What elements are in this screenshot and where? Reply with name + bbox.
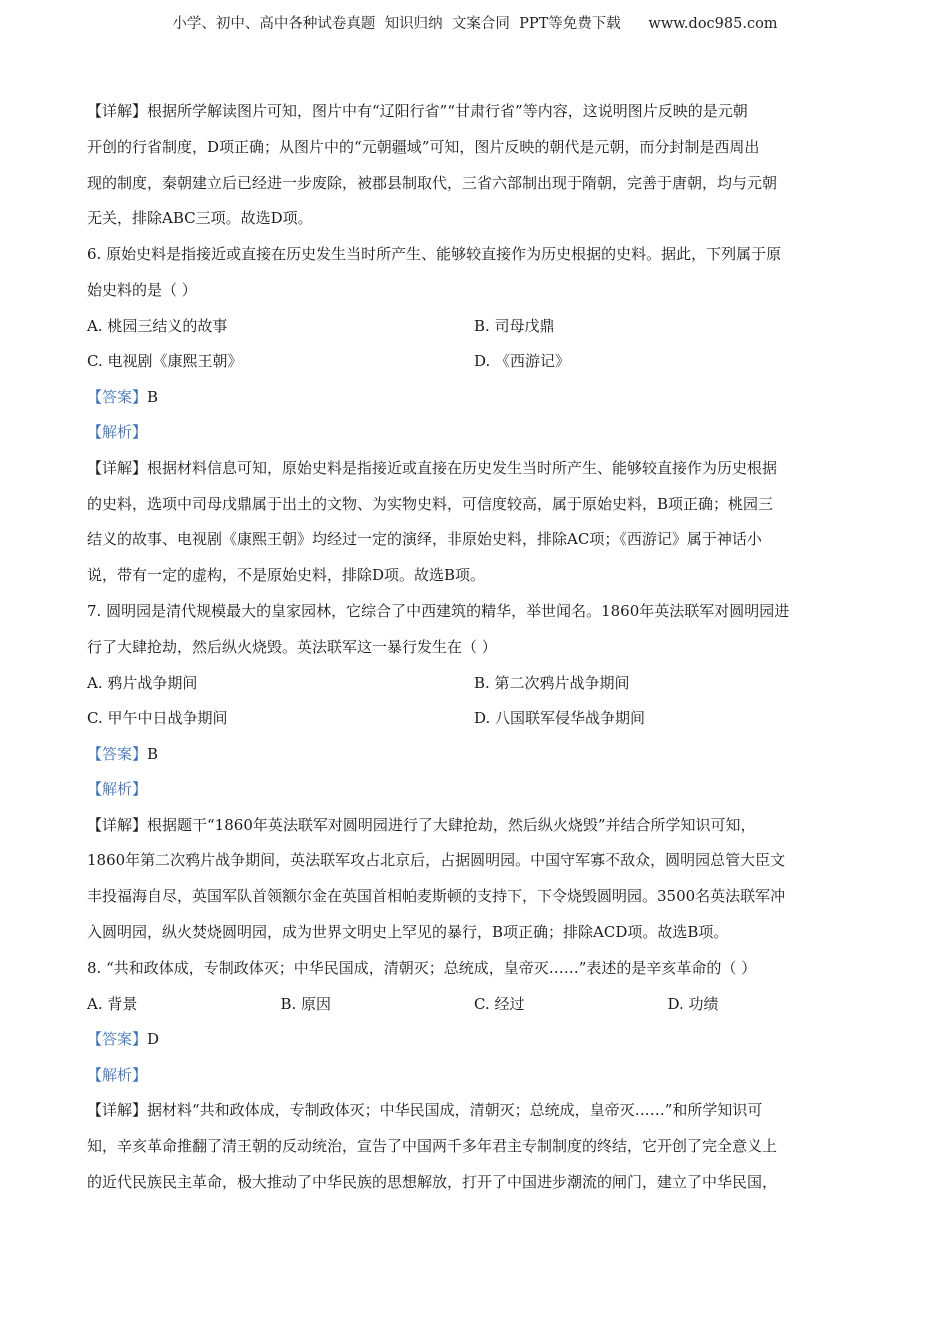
q5-detail-line: 根据所学解读图片可知，图片中有“辽阳行省”“甘肃行省”等内容，这说明图片反映的是元朝 (147, 102, 748, 120)
q6-option-a: A. 桃园三结义的故事 (87, 316, 228, 335)
q8-option-d: D. 功绩 (667, 994, 719, 1013)
q8-detail-line: 据材料“共和政体成，专制政体灭；中华民国成，清朝灭；总统成，皇帝灭……”和所学知识可 (147, 1101, 763, 1120)
q7-detail-line: 入圆明园，纵火焚烧圆明园，成为世界文明史上罕见的暴行，B项正确；排除ACD项。故选B项。 (87, 922, 729, 941)
q6-detail-line: 的史料，选项中司母戊鼎属于出土的文物、为实物史料，可信度较高，属于原始史料，B项正确；桃园三 (87, 494, 774, 513)
q6-answer-value: B (147, 387, 159, 406)
q5-detail-line: 现的制度，秦朝建立后已经进一步废除，被郡县制取代，三省六部制出现于隋朝，完善于唐朝，均与元朝 (87, 173, 778, 192)
q6-detail-line: 说，带有一定的虚构，不是原始史料，排除D项。故选B项。 (87, 566, 486, 585)
q7-option-d: D. 八国联军侵华战争期间 (474, 709, 646, 728)
q7-stem-line: 行了大肆抢劫，然后纵火烧毁。英法联军这一暴行发生在（ ） (87, 637, 497, 656)
q8-analysis-label: 【解析】 (87, 1065, 148, 1084)
q7-detail-line: 根据题干“1860年英法联军对圆明园进行了大肆抢劫，然后纵火烧毁”并结合所学知识可知， (147, 815, 756, 834)
q6-stem-line: 始史料的是（ ） (87, 280, 197, 299)
question-6 (87, 237, 861, 594)
q7-detail-line: 1860年第二次鸦片战争期间，英法联军攻占北京后，占据圆明园。中国守军寡不敌众，圆明园总管大臣文 (87, 851, 786, 870)
q7-analysis-label: 【解析】 (87, 780, 148, 799)
detail-label: 【详解】 (87, 102, 148, 120)
detail-label: 【详解】 (87, 458, 148, 477)
q8-stem: 8. “共和政体成，专制政体灭；中华民国成，清朝灭；总统成，皇帝灭……”表述的是辛亥革命的（ ） (87, 958, 757, 977)
q5-detail-line: 开创的行省制度，D项正确；从图片中的“元朝疆域”可知，图片反映的朝代是元朝，而分封制是西周出 (87, 137, 760, 156)
q7-options (87, 666, 861, 702)
q6-options (87, 344, 861, 380)
answer-label: 【答案】 (87, 387, 148, 406)
q6-option-d: D. 《西游记》 (474, 352, 571, 371)
answer-label: 【答案】 (87, 744, 148, 763)
detail-label: 【详解】 (87, 1101, 148, 1120)
q6-detail-line: 根据材料信息可知，原始史料是指接近或直接在历史发生当时所产生、能够较直接作为历史根据 (147, 458, 778, 477)
document-body (87, 94, 861, 1200)
q5-detail (87, 94, 861, 237)
detail-label: 【详解】 (87, 815, 148, 834)
q7-stem-line: 7. 圆明园是清代规模最大的皇家园林，它综合了中西建筑的精华，举世闻名。1860年英法联军对圆明园进 (87, 601, 790, 620)
q7-option-a: A. 鸦片战争期间 (87, 673, 198, 692)
q6-stem-line: 6. 原始史料是指接近或直接在历史发生当时所产生、能够较直接作为历史根据的史料。据此，下列属于原 (87, 245, 782, 264)
q6-answer (87, 380, 861, 416)
q7-options (87, 701, 861, 737)
page-header: 小学、初中、高中各种试卷真题 知识归纳 文案合同 PPT等免费下载 www.doc985.com (172, 16, 778, 32)
q8-detail-line: 知，辛亥革命推翻了清王朝的反动统治，宣告了中国两千多年君主专制制度的终结，它开创了完全意义上 (87, 1136, 778, 1155)
answer-label: 【答案】 (87, 1030, 148, 1049)
q7-option-b: B. 第二次鸦片战争期间 (474, 673, 630, 692)
q6-analysis-label: 【解析】 (87, 423, 148, 442)
q6-detail-line: 结义的故事、电视剧《康熙王朝》均经过一定的演绎，非原始史料，排除AC项；《西游记》属于神话小 (87, 530, 762, 549)
question-7 (87, 594, 861, 951)
q7-option-c: C. 甲午中日战争期间 (87, 709, 228, 728)
q8-option-a: A. 背景 (87, 994, 138, 1013)
q8-answer-value: D (147, 1030, 160, 1049)
q6-option-c: C. 电视剧《康熙王朝》 (87, 352, 243, 371)
q6-option-b: B. 司母戊鼎 (474, 316, 555, 335)
q8-answer (87, 1022, 861, 1058)
q5-detail-line: 无关，排除ABC三项。故选D项。 (87, 209, 313, 228)
q7-answer (87, 737, 861, 773)
q8-option-b: B. 原因 (280, 994, 332, 1013)
q6-options (87, 309, 861, 345)
q8-detail-line: 的近代民族民主革命，极大推动了中华民族的思想解放，打开了中国进步潮流的闸门，建立了中华民国， (87, 1172, 778, 1191)
q8-option-c: C. 经过 (474, 994, 525, 1013)
q7-detail-line: 丰投福海自尽，英国军队首领额尔金在英国首相帕麦斯顿的支持下，下令烧毁圆明园。3500名英法联军冲 (87, 887, 786, 906)
q8-options (87, 987, 861, 1023)
question-8 (87, 951, 861, 1201)
q7-answer-value: B (147, 744, 159, 763)
